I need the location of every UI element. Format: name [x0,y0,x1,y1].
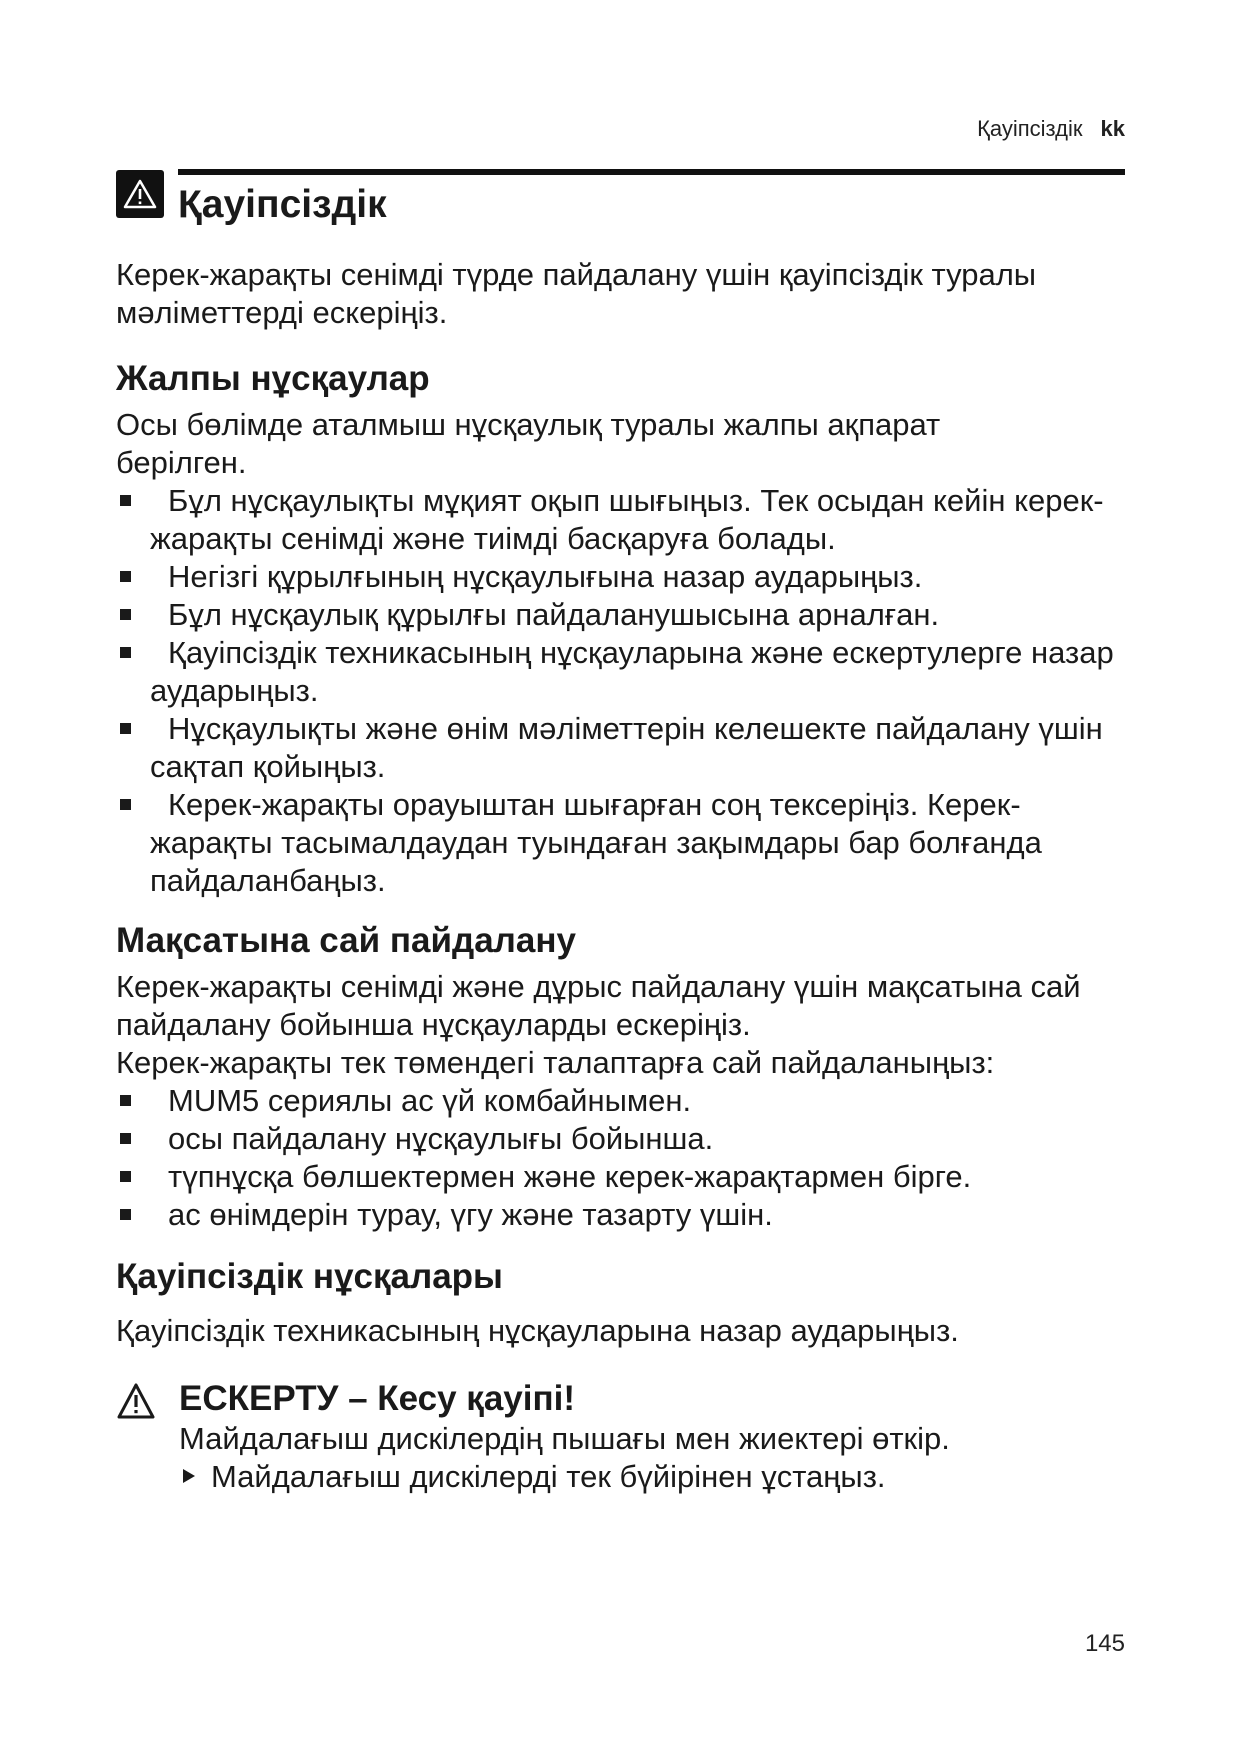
square-bullet-icon [120,495,131,506]
arrow-right-icon [183,1469,195,1483]
square-bullet-icon [120,1095,131,1106]
square-bullet-icon [120,799,131,810]
warning-triangle-icon [123,179,157,209]
square-bullet-icon [120,1171,131,1182]
intended-use-intro: Керек-жарақты сенімді және дұрыс пайдалану үшін мақсатына сай пайдалану бойынша нұсқауларды ескеріңіз. [116,969,1081,1042]
warning-text: Майдалағыш дискілердің пышағы мен жиектері өткір. [179,1421,950,1456]
running-header [977,116,1125,142]
chapter-rule [178,169,1125,175]
square-bullet-icon [120,609,131,620]
intended-use-lead: Керек-жарақты тек төмендегі талаптарға сай пайдаланыңыз: [116,1045,995,1080]
safety-heading: Қауіпсіздік нұсқалары [116,1257,503,1296]
intended-use-list [116,1082,1126,1234]
square-bullet-icon [120,1209,131,1220]
warning-body [179,1420,1126,1496]
page-content [116,256,1126,1496]
list-item: Нұсқаулықты және өнім мәліметтерін келешекте пайдалану үшін сақтап қойыңыз. [116,710,1126,786]
running-header-lang: kk [1100,116,1125,141]
running-header-section: Қауіпсіздік [977,116,1083,141]
square-bullet-icon [120,1133,131,1144]
general-intro: Осы бөлімде аталмыш нұсқаулық туралы жалпы ақпарат берілген. [116,407,941,480]
list-item: Керек-жарақты орауыштан шығарған соң тексеріңіз. Керек-жарақты тасымалдаудан туындаған зақымдары бар болғанда пайдаланбаңыз. [116,786,1126,900]
general-list [116,482,1126,900]
chapter-warning-icon [116,170,164,218]
page-number: 145 [1084,1630,1125,1657]
list-item: Қауіпсіздік техникасының нұсқауларына және ескертулерге назар аударыңыз. [116,634,1126,710]
list-item: Негізгі құрылғының нұсқаулығына назар аударыңыз. [116,558,1126,596]
list-item: MUM5 сериялы ас үй комбайнымен. [116,1082,1126,1120]
safety-intro: Қауіпсіздік техникасының нұсқауларына назар аударыңыз. [116,1313,959,1348]
list-item: Бұл нұсқаулықты мұқият оқып шығыңыз. Тек осыдан кейін керек-жарақты сенімді және тиімді басқаруға болады. [116,482,1126,558]
chapter-title: Қауіпсіздік [178,183,387,226]
square-bullet-icon [120,571,131,582]
square-bullet-icon [120,647,131,658]
list-item: түпнұсқа бөлшектермен және керек-жарақтармен бірге. [116,1158,1126,1196]
list-item: Бұл нұсқаулық құрылғы пайдаланушысына арналған. [116,596,1126,634]
warning-triangle-icon [116,1382,156,1420]
warning-title: ЕСКЕРТУ – Кесу қауіпі! [179,1379,575,1418]
list-item: осы пайдалану нұсқаулығы бойынша. [116,1120,1126,1158]
intended-use-heading: Мақсатына сай пайдалану [116,921,576,960]
general-heading: Жалпы нұсқаулар [116,359,430,398]
square-bullet-icon [120,723,131,734]
list-item: ас өнімдерін турау, үгу және тазарту үшін. [116,1196,1126,1234]
warning-step-text: Майдалағыш дискілерді тек бүйірінен ұстаңыз. [211,1459,886,1494]
warning-step [179,1458,1126,1496]
warning-block [116,1378,1126,1496]
chapter-intro: Керек-жарақты сенімді түрде пайдалану үшін қауіпсіздік туралы мәліметтерді ескеріңіз. [116,257,1037,330]
